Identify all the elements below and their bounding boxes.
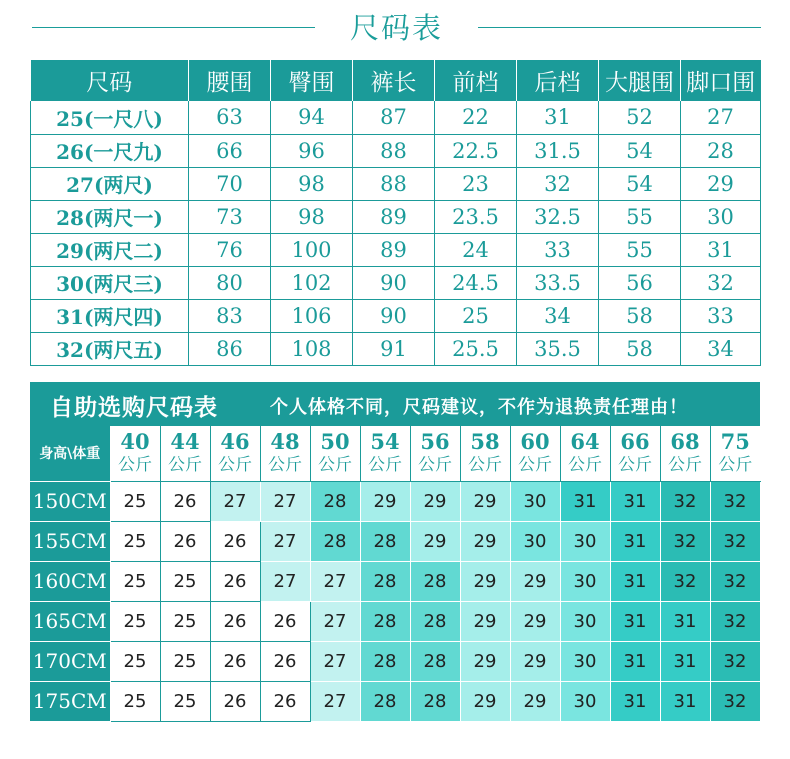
measurement-cell: 108 xyxy=(271,332,353,365)
size-label-cell: 30(两尺三) xyxy=(31,266,189,299)
recommended-size-cell: 29 xyxy=(460,521,510,561)
weight-value: 64 xyxy=(570,429,600,455)
recommended-size-cell: 31 xyxy=(660,681,710,721)
recommended-size-cell: 29 xyxy=(460,601,510,641)
weight-value: 66 xyxy=(620,429,650,455)
weight-header-cell xyxy=(160,426,210,481)
title-divider-left xyxy=(32,27,315,28)
recommended-size-cell: 27 xyxy=(310,601,360,641)
recommended-size-cell: 32 xyxy=(710,521,760,561)
recommended-size-cell: 29 xyxy=(360,481,410,521)
page-title: 尺码表 xyxy=(349,11,443,45)
weight-unit: 公斤 xyxy=(118,455,152,476)
weight-value: 54 xyxy=(370,429,400,455)
recommended-size-cell: 28 xyxy=(360,601,410,641)
recommended-size-cell: 31 xyxy=(660,641,710,681)
measurement-cell: 58 xyxy=(599,299,681,332)
measurement-cell: 70 xyxy=(189,167,271,200)
weight-value: 58 xyxy=(470,429,500,455)
measurement-cell: 96 xyxy=(271,134,353,167)
measurement-cell: 102 xyxy=(271,266,353,299)
recommended-size-cell: 32 xyxy=(710,481,760,521)
recommended-size-cell: 25 xyxy=(160,561,210,601)
measurement-cell: 27 xyxy=(681,101,761,134)
table-row xyxy=(31,233,761,266)
size-label-cell: 26(一尺九) xyxy=(31,134,189,167)
recommended-size-cell: 32 xyxy=(660,521,710,561)
measurement-cell: 58 xyxy=(599,332,681,365)
guide-header xyxy=(30,382,760,426)
recommended-size-cell: 28 xyxy=(410,641,460,681)
measurement-cell: 100 xyxy=(271,233,353,266)
measurement-cell: 22.5 xyxy=(435,134,517,167)
measurement-cell: 94 xyxy=(271,101,353,134)
size-table-header-cell: 腰围 xyxy=(189,60,271,101)
recommended-size-cell: 27 xyxy=(310,561,360,601)
height-cell: 165CM xyxy=(30,601,110,641)
title-divider-right xyxy=(478,27,761,28)
measurement-cell: 32.5 xyxy=(517,200,599,233)
measurement-cell: 31.5 xyxy=(517,134,599,167)
recommended-size-cell: 27 xyxy=(310,681,360,721)
measurement-cell: 55 xyxy=(599,200,681,233)
recommended-size-cell: 30 xyxy=(510,481,560,521)
measurement-cell: 34 xyxy=(517,299,599,332)
weight-value: 48 xyxy=(270,429,300,455)
recommended-size-cell: 26 xyxy=(210,521,260,561)
weight-header-cell xyxy=(410,426,460,481)
recommended-size-cell: 26 xyxy=(210,601,260,641)
measurement-cell: 89 xyxy=(353,233,435,266)
measurement-cell: 22 xyxy=(435,101,517,134)
weight-unit: 公斤 xyxy=(568,455,602,476)
weight-header-cell xyxy=(460,426,510,481)
weight-header-cell xyxy=(560,426,610,481)
measurement-cell: 34 xyxy=(681,332,761,365)
weight-value: 75 xyxy=(720,429,750,455)
measurement-cell: 89 xyxy=(353,200,435,233)
recommended-size-cell: 25 xyxy=(160,641,210,681)
recommended-size-cell: 26 xyxy=(260,641,310,681)
table-row xyxy=(30,681,760,721)
recommended-size-cell: 32 xyxy=(660,561,710,601)
recommended-size-cell: 30 xyxy=(560,641,610,681)
weight-value: 50 xyxy=(320,429,350,455)
weight-header-cell xyxy=(660,426,710,481)
recommended-size-cell: 28 xyxy=(310,521,360,561)
measurement-cell: 24.5 xyxy=(435,266,517,299)
weight-unit: 公斤 xyxy=(318,455,352,476)
guide-weight-header xyxy=(30,426,760,481)
measurement-cell: 33 xyxy=(517,233,599,266)
measurement-cell: 23.5 xyxy=(435,200,517,233)
recommended-size-cell: 31 xyxy=(610,681,660,721)
measurement-cell: 98 xyxy=(271,200,353,233)
weight-unit: 公斤 xyxy=(518,455,552,476)
recommended-size-cell: 26 xyxy=(260,681,310,721)
recommended-size-cell: 31 xyxy=(660,601,710,641)
recommended-size-cell: 29 xyxy=(410,521,460,561)
size-table-header xyxy=(31,60,761,101)
height-cell: 155CM xyxy=(30,521,110,561)
measurement-cell: 66 xyxy=(189,134,271,167)
table-row xyxy=(30,641,760,681)
recommended-size-cell: 31 xyxy=(610,561,660,601)
table-row xyxy=(31,266,761,299)
recommended-size-cell: 29 xyxy=(510,561,560,601)
measurement-cell: 31 xyxy=(517,101,599,134)
measurement-cell: 90 xyxy=(353,266,435,299)
measurement-cell: 56 xyxy=(599,266,681,299)
measurement-cell: 54 xyxy=(599,167,681,200)
recommended-size-cell: 25 xyxy=(160,601,210,641)
recommended-size-cell: 32 xyxy=(660,481,710,521)
measurement-cell: 90 xyxy=(353,299,435,332)
recommended-size-cell: 29 xyxy=(460,681,510,721)
weight-header-cell xyxy=(510,426,560,481)
measurement-cell: 30 xyxy=(681,200,761,233)
measurement-cell: 32 xyxy=(681,266,761,299)
weight-unit: 公斤 xyxy=(268,455,302,476)
measurement-cell: 54 xyxy=(599,134,681,167)
measurement-cell: 28 xyxy=(681,134,761,167)
measurement-cell: 31 xyxy=(681,233,761,266)
weight-value: 56 xyxy=(420,429,450,455)
recommended-size-cell: 29 xyxy=(460,561,510,601)
recommended-size-cell: 29 xyxy=(510,601,560,641)
measurement-cell: 80 xyxy=(189,266,271,299)
guide-table-body xyxy=(30,481,760,721)
size-table-header-cell: 大腿围 xyxy=(599,60,681,101)
recommended-size-cell: 28 xyxy=(360,641,410,681)
recommended-size-cell: 31 xyxy=(610,481,660,521)
recommended-size-cell: 32 xyxy=(710,641,760,681)
table-row xyxy=(30,601,760,641)
weight-header-cell xyxy=(260,426,310,481)
size-table-header-cell: 尺码 xyxy=(31,60,189,101)
recommended-size-cell: 28 xyxy=(360,681,410,721)
recommended-size-cell: 26 xyxy=(210,681,260,721)
weight-value: 44 xyxy=(170,429,200,455)
size-label-cell: 25(一尺八) xyxy=(31,101,189,134)
size-table-header-cell: 后档 xyxy=(517,60,599,101)
weight-unit: 公斤 xyxy=(418,455,452,476)
measurement-cell: 33 xyxy=(681,299,761,332)
recommended-size-cell: 28 xyxy=(360,521,410,561)
recommended-size-cell: 27 xyxy=(210,481,260,521)
weight-header-cell xyxy=(610,426,660,481)
recommended-size-cell: 26 xyxy=(260,601,310,641)
recommended-size-cell: 28 xyxy=(360,561,410,601)
recommended-size-cell: 26 xyxy=(210,641,260,681)
measurement-cell: 32 xyxy=(517,167,599,200)
measurement-cell: 25.5 xyxy=(435,332,517,365)
weight-header-cell xyxy=(360,426,410,481)
height-cell: 150CM xyxy=(30,481,110,521)
recommended-size-cell: 29 xyxy=(510,641,560,681)
measurement-cell: 91 xyxy=(353,332,435,365)
page-header xyxy=(0,0,790,52)
table-row xyxy=(31,167,761,200)
size-table xyxy=(30,60,761,366)
weight-header-cell xyxy=(310,426,360,481)
recommended-size-cell: 25 xyxy=(110,521,160,561)
recommended-size-cell: 25 xyxy=(110,601,160,641)
recommended-size-cell: 31 xyxy=(610,641,660,681)
recommended-size-cell: 27 xyxy=(260,481,310,521)
measurement-cell: 88 xyxy=(353,167,435,200)
measurement-cell: 25 xyxy=(435,299,517,332)
recommended-size-cell: 31 xyxy=(610,601,660,641)
measurement-cell: 24 xyxy=(435,233,517,266)
measurement-cell: 23 xyxy=(435,167,517,200)
table-row xyxy=(30,521,760,561)
measurement-cell: 33.5 xyxy=(517,266,599,299)
weight-unit: 公斤 xyxy=(718,455,753,476)
recommended-size-cell: 28 xyxy=(310,481,360,521)
recommended-size-cell: 26 xyxy=(160,481,210,521)
weight-unit: 公斤 xyxy=(618,455,652,476)
size-table-header-cell: 裤长 xyxy=(353,60,435,101)
guide-table xyxy=(30,426,761,722)
recommended-size-cell: 30 xyxy=(560,521,610,561)
table-row xyxy=(31,200,761,233)
guide-title: 自助选购尺码表 xyxy=(50,394,218,421)
weight-header-cell xyxy=(110,426,160,481)
recommended-size-cell: 30 xyxy=(560,561,610,601)
recommended-size-cell: 28 xyxy=(410,601,460,641)
recommended-size-cell: 25 xyxy=(110,681,160,721)
recommended-size-cell: 30 xyxy=(510,521,560,561)
recommended-size-cell: 27 xyxy=(310,641,360,681)
weight-unit: 公斤 xyxy=(168,455,202,476)
size-table-header-cell: 脚口围 xyxy=(681,60,761,101)
size-label-cell: 29(两尺二) xyxy=(31,233,189,266)
recommended-size-cell: 31 xyxy=(610,521,660,561)
weight-value: 68 xyxy=(670,429,700,455)
recommended-size-cell: 30 xyxy=(560,601,610,641)
measurement-cell: 55 xyxy=(599,233,681,266)
weight-unit: 公斤 xyxy=(218,455,252,476)
measurement-cell: 86 xyxy=(189,332,271,365)
table-row xyxy=(31,332,761,365)
recommended-size-cell: 32 xyxy=(710,601,760,641)
measurement-cell: 63 xyxy=(189,101,271,134)
measurement-cell: 87 xyxy=(353,101,435,134)
weight-value: 46 xyxy=(220,429,250,455)
size-table-header-cell: 臀围 xyxy=(271,60,353,101)
recommended-size-cell: 31 xyxy=(560,481,610,521)
recommended-size-cell: 25 xyxy=(160,681,210,721)
size-label-cell: 32(两尺五) xyxy=(31,332,189,365)
height-weight-corner: 身高\体重 xyxy=(30,426,110,481)
weight-value: 60 xyxy=(520,429,550,455)
recommended-size-cell: 26 xyxy=(210,561,260,601)
measurement-cell: 29 xyxy=(681,167,761,200)
measurement-cell: 76 xyxy=(189,233,271,266)
recommended-size-cell: 29 xyxy=(460,481,510,521)
measurement-cell: 83 xyxy=(189,299,271,332)
height-cell: 160CM xyxy=(30,561,110,601)
measurement-cell: 98 xyxy=(271,167,353,200)
measurement-cell: 35.5 xyxy=(517,332,599,365)
table-row xyxy=(30,481,760,521)
recommended-size-cell: 28 xyxy=(410,561,460,601)
size-table-header-cell: 前档 xyxy=(435,60,517,101)
recommended-size-cell: 32 xyxy=(710,681,760,721)
weight-unit: 公斤 xyxy=(468,455,502,476)
size-label-cell: 28(两尺一) xyxy=(31,200,189,233)
weight-header-cell xyxy=(210,426,260,481)
measurement-cell: 52 xyxy=(599,101,681,134)
recommended-size-cell: 25 xyxy=(110,641,160,681)
weight-unit: 公斤 xyxy=(668,455,702,476)
size-table-body xyxy=(31,101,761,365)
table-row xyxy=(31,134,761,167)
table-row xyxy=(31,299,761,332)
size-label-cell: 27(两尺) xyxy=(31,167,189,200)
recommended-size-cell: 29 xyxy=(460,641,510,681)
guide-note: 个人体格不同，尺码建议，不作为退换责任理由！ xyxy=(270,397,688,418)
recommended-size-cell: 29 xyxy=(410,481,460,521)
height-cell: 175CM xyxy=(30,681,110,721)
recommended-size-cell: 25 xyxy=(110,481,160,521)
size-label-cell: 31(两尺四) xyxy=(31,299,189,332)
recommended-size-cell: 30 xyxy=(560,681,610,721)
recommended-size-cell: 29 xyxy=(510,681,560,721)
measurement-cell: 106 xyxy=(271,299,353,332)
recommended-size-cell: 26 xyxy=(160,521,210,561)
weight-value: 40 xyxy=(120,429,150,455)
recommended-size-cell: 27 xyxy=(260,521,310,561)
measurement-cell: 88 xyxy=(353,134,435,167)
recommended-size-cell: 25 xyxy=(110,561,160,601)
table-row xyxy=(30,561,760,601)
height-cell: 170CM xyxy=(30,641,110,681)
weight-unit: 公斤 xyxy=(368,455,402,476)
recommended-size-cell: 28 xyxy=(410,681,460,721)
recommended-size-cell: 32 xyxy=(710,561,760,601)
recommended-size-cell: 27 xyxy=(260,561,310,601)
measurement-cell: 73 xyxy=(189,200,271,233)
table-row xyxy=(31,101,761,134)
weight-header-cell xyxy=(710,426,760,481)
